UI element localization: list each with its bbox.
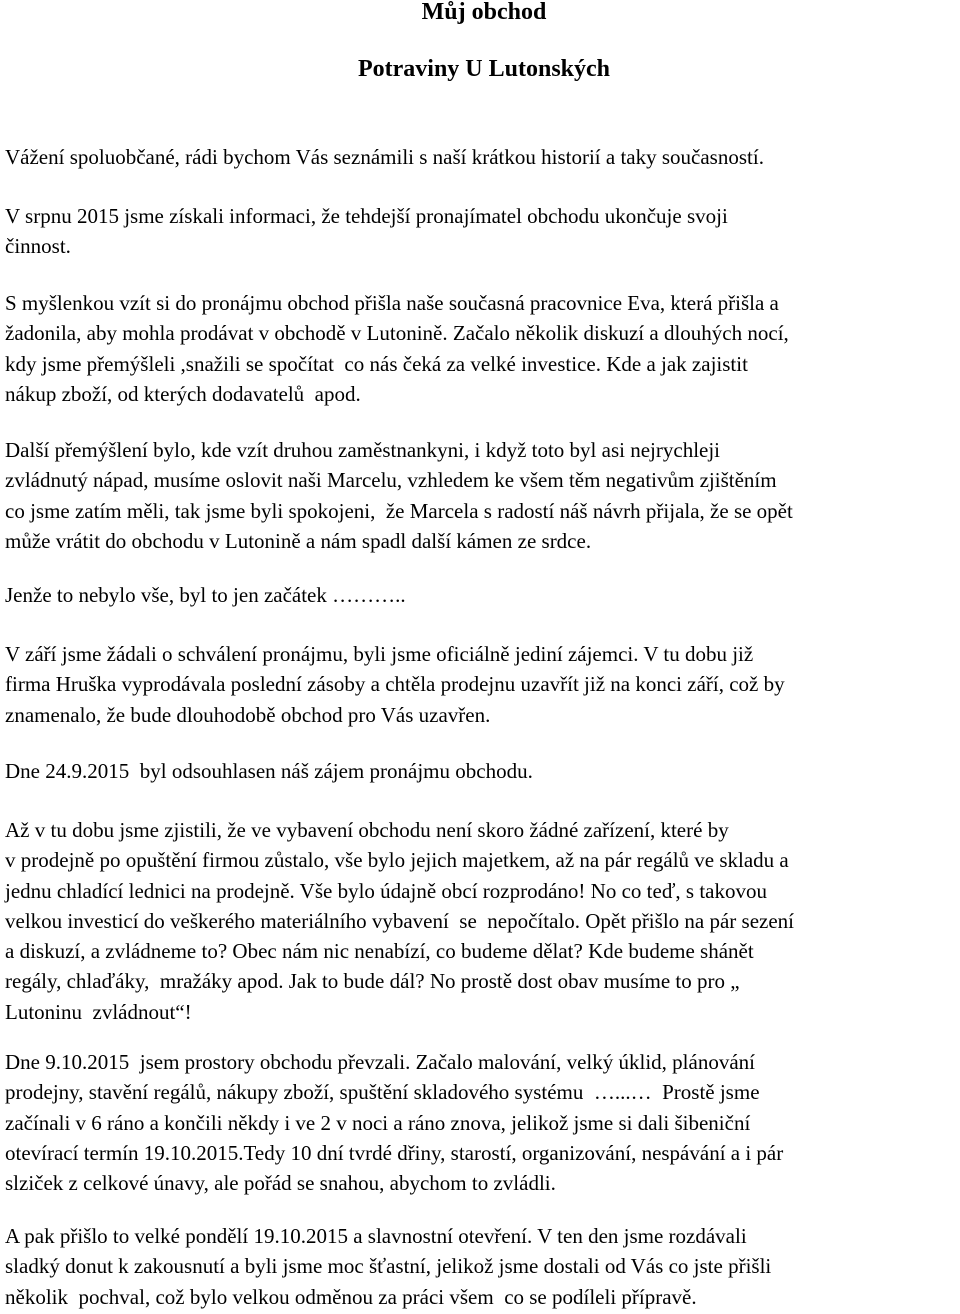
text-line: Lutoninu zvládnout“! — [5, 999, 192, 1024]
document-title: Můj obchod — [421, 0, 547, 25]
text-line: zvládnutý nápad, musíme oslovit naši Marcelu, vzhledem ke všem těm negativům zjištěním — [5, 468, 777, 493]
paragraph — [5, 756, 957, 786]
paragraph — [5, 288, 957, 409]
text-line: prodejny, stavění regálů, nákupy zboží, spuštění skladového systému …...… Prostě jsme — [5, 1080, 760, 1105]
text-line: S myšlenkou vzít si do pronájmu obchod přišla naše současná pracovnice Eva, která přišla a — [5, 291, 779, 315]
text-line: kdy jsme přemýšleli ,snažili se spočítat co nás čeká za velké investice. Kde a jak zajistit — [5, 351, 748, 376]
text-line: firma Hruška vyprodávala poslední zásoby a chtěla prodejnu uzavřít již na konci září, což by — [5, 672, 785, 697]
text-line: a diskuzí, a zvládneme to? Obec nám nic nenabízí, co budeme dělat? Kde budeme shánět — [5, 939, 754, 964]
text-line: co jsme zatím měli, tak jsme byli spokojeni, že Marcela s radostí náš návrh přijala, že se opět — [5, 498, 793, 523]
text-line: Další přemýšlení bylo, kde vzít druhou zaměstnankyni, i když toto byl asi nejrychleji — [5, 438, 721, 462]
text-line: začínali v 6 ráno a končili někdy i ve 2 v noci a ráno znova, jelikož jsme si dali šibeniční — [5, 1110, 751, 1135]
text-line: sladký donut k zakousnutí a byli jsme moc šťastní, jelikož jsme dostali od Vás co jste přišli — [5, 1254, 772, 1279]
paragraph — [5, 142, 957, 172]
text-line: Jenže to nebylo vše, byl to jen začátek ……….. — [5, 583, 406, 607]
paragraph — [5, 1047, 957, 1198]
paragraph — [5, 639, 957, 730]
text-line: znamenalo, že bude dlouhodobě obchod pro Vás uzavřen. — [5, 702, 491, 727]
text-line: jednu chladící lednici na prodejně. Vše bylo údajně obcí rozprodáno! No co teď, s takovou — [5, 878, 767, 903]
text-line: Vážení spoluobčané, rádi bychom Vás seznámili s naší krátkou historií a taky současností. — [5, 145, 764, 169]
text-line: V srpnu 2015 jsme získali informaci, že tehdejší pronajímatel obchodu ukončuje svoji — [5, 204, 728, 228]
text-line: několik pochval, což bylo velkou odměnou za práci všem co se podíleli přípravě. — [5, 1284, 697, 1309]
text-line: slziček z celkové únavy, ale pořád se snahou, abychom to zvládli. — [5, 1171, 556, 1196]
text-line: Až v tu dobu jsme zjistili, že ve vybavení obchodu není skoro žádné zařízení, které by — [5, 818, 729, 842]
paragraph — [5, 580, 957, 610]
text-line: žadonila, aby mohla prodávat v obchodě v Lutonině. Začalo několik diskuzí a dlouhých nocí, — [5, 321, 789, 346]
text-line: velkou investicí do veškerého materiálního vybavení se nepočítalo. Opět přišlo na pár sezení — [5, 908, 795, 933]
paragraph — [5, 815, 957, 1027]
text-line: Dne 24.9.2015 byl odsouhlasen náš zájem pronájmu obchodu. — [5, 759, 533, 783]
text-line: regály, chlaďáky, mražáky apod. Jak to bude dál? No prostě dost obav musíme to pro „ — [5, 969, 740, 994]
text-line: činnost. — [5, 234, 71, 259]
text-line: může vrátit do obchodu v Lutonině a nám spadl další kámen ze srdce. — [5, 528, 592, 553]
document-subtitle: Potraviny U Lutonských — [357, 56, 611, 82]
paragraph — [5, 435, 957, 556]
text-line: A pak přišlo to velké pondělí 19.10.2015 a slavnostní otevření. V ten den jsme rozdávali — [5, 1224, 747, 1248]
paragraph — [5, 1221, 957, 1312]
text-line: nákup zboží, od kterých dodavatelů apod. — [5, 381, 361, 406]
text-line: v prodejně po opuštění firmou zůstalo, vše bylo jejich majetkem, až na pár regálů ve skladu a — [5, 848, 789, 873]
text-line: otevírací termín 19.10.2015.Tedy 10 dní tvrdé dřiny, starostí, organizování, nespávání a i pár — [5, 1140, 784, 1165]
text-line: Dne 9.10.2015 jsem prostory obchodu převzali. Začalo malování, velký úklid, plánování — [5, 1050, 755, 1074]
paragraph — [5, 201, 957, 262]
text-line: V září jsme žádali o schválení pronájmu, byli jsme oficiálně jediní zájemci. V tu dobu již — [5, 642, 754, 666]
